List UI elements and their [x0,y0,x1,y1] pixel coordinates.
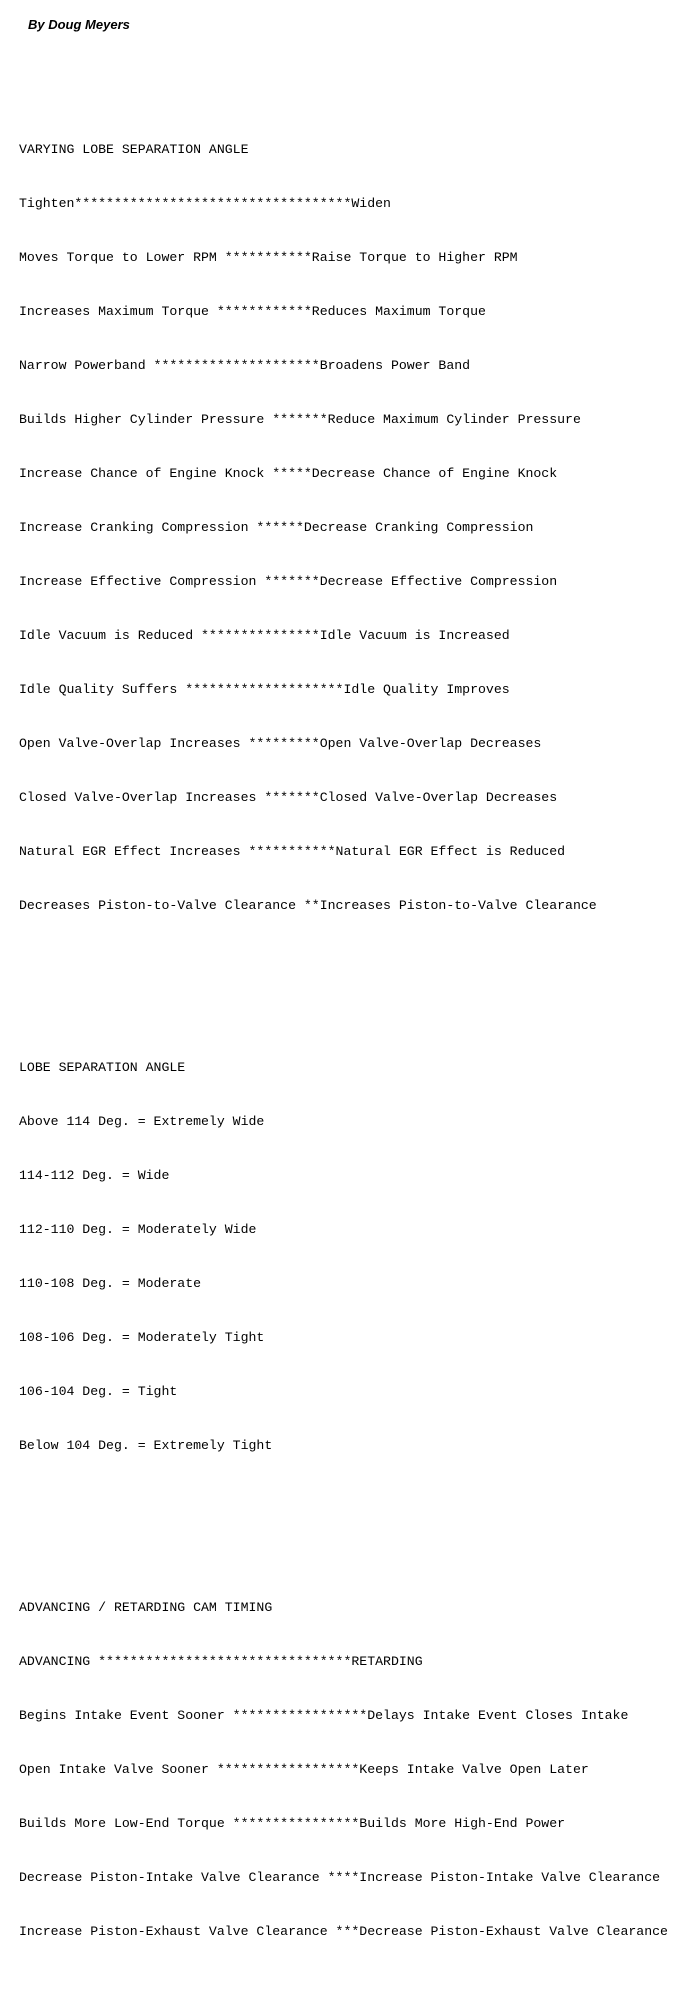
section-varying-lobe-separation [19,105,668,951]
text-line: Idle Vacuum is Reduced ***************Idle Vacuum is Increased [19,628,510,643]
text-line: Narrow Powerband *********************Broadens Power Band [19,358,471,373]
text-line: Natural EGR Effect Increases ***********Natural EGR Effect is Reduced [19,844,566,859]
text-line: Tighten***********************************Widen [19,196,391,211]
text-line: Open Intake Valve Sooner ******************Keeps Intake Valve Open Later [19,1762,589,1777]
section-cam-timing [19,1563,668,1977]
text-line: Increase Effective Compression *******Decrease Effective Compression [19,574,558,589]
text-line: 110-108 Deg. = Moderate [19,1276,202,1291]
text-line: Builds Higher Cylinder Pressure *******Reduce Maximum Cylinder Pressure [19,412,581,427]
text-line: Closed Valve-Overlap Increases *******Closed Valve-Overlap Decreases [19,790,558,805]
text-line: Moves Torque to Lower RPM ***********Raise Torque to Higher RPM [19,250,518,265]
text-line: Below 104 Deg. = Extremely Tight [19,1438,273,1453]
text-line: Open Valve-Overlap Increases *********Open Valve-Overlap Decreases [19,736,542,751]
text-line: ADVANCING ********************************RETARDING [19,1654,423,1669]
text-line: Begins Intake Event Sooner *****************Delays Intake Event Closes Intake [19,1708,629,1723]
text-line: 114-112 Deg. = Wide [19,1168,170,1183]
text-line: Idle Quality Suffers ********************Idle Quality Improves [19,682,510,697]
text-line: Increases Maximum Torque ************Reduces Maximum Torque [19,304,486,319]
text-line: Increase Cranking Compression ******Decrease Cranking Compression [19,520,534,535]
text-line: Decreases Piston-to-Valve Clearance **Increases Piston-to-Valve Clearance [19,898,597,913]
text-line: Above 114 Deg. = Extremely Wide [19,1114,265,1129]
text-line: Increase Piston-Exhaust Valve Clearance ***Decrease Piston-Exhaust Valve Clearance [19,1924,668,1939]
text-line: Decrease Piston-Intake Valve Clearance ****Increase Piston-Intake Valve Clearance [19,1870,661,1885]
text-line: 112-110 Deg. = Moderately Wide [19,1222,257,1237]
author-byline: By Doug Meyers [28,17,130,32]
text-line: Increase Chance of Engine Knock *****Decrease Chance of Engine Knock [19,466,558,481]
section-heading: LOBE SEPARATION ANGLE [19,1060,186,1075]
section-heading: VARYING LOBE SEPARATION ANGLE [19,142,249,157]
text-line: 106-104 Deg. = Tight [19,1384,178,1399]
text-line: Builds More Low-End Torque ****************Builds More High-End Power [19,1816,566,1831]
document-body [19,51,668,2013]
section-lobe-separation-angle [19,1023,668,1491]
text-line: 108-106 Deg. = Moderately Tight [19,1330,265,1345]
section-heading: ADVANCING / RETARDING CAM TIMING [19,1600,273,1615]
